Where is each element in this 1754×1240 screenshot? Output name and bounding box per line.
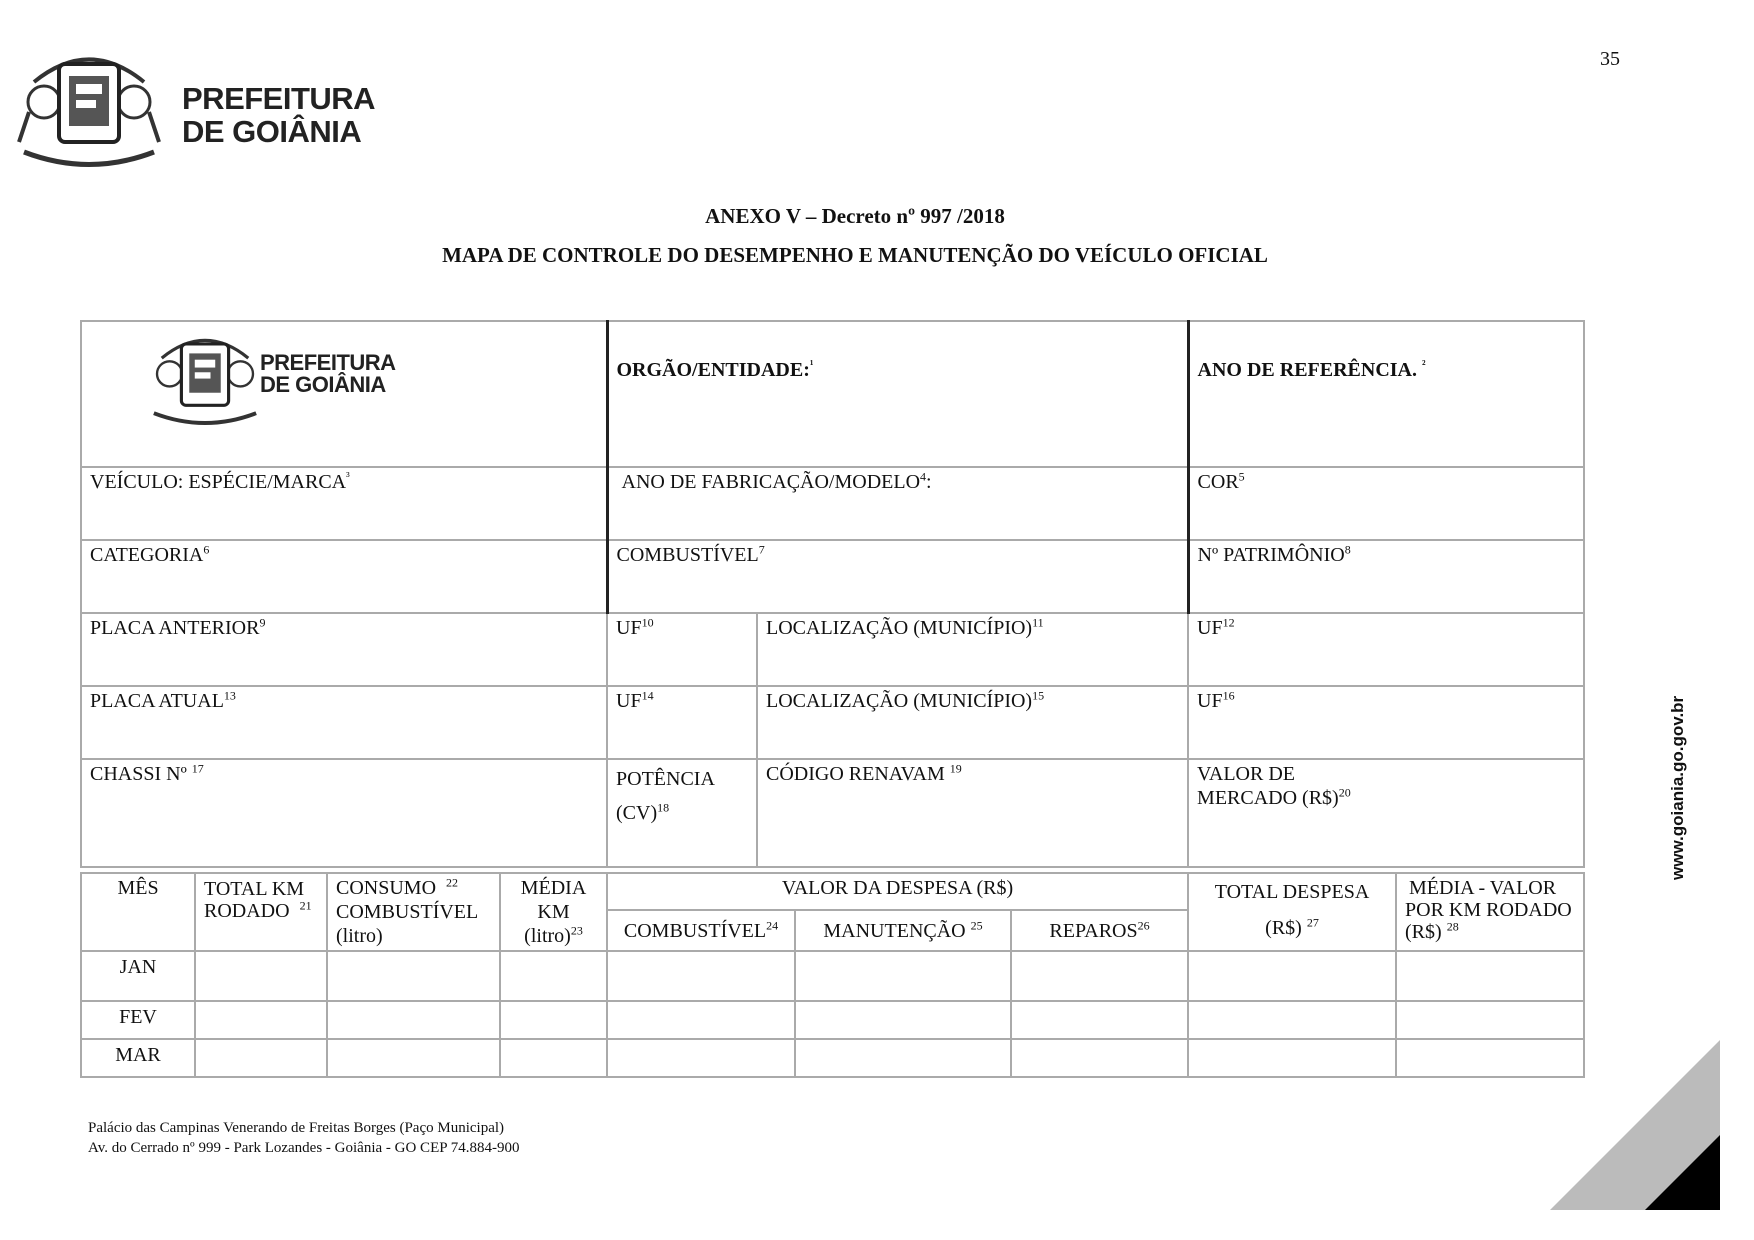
- table-cell[interactable]: [1396, 951, 1584, 1001]
- categoria-cell[interactable]: [81, 540, 607, 613]
- total-despesa-ref: 27: [1306, 915, 1319, 930]
- table-cell[interactable]: [500, 951, 607, 1001]
- table-cell[interactable]: [1011, 951, 1188, 1001]
- media-km-line1: MÉDIA: [520, 877, 587, 899]
- despesa-manutencao-ref: 25: [970, 918, 983, 933]
- uf-atual-cell[interactable]: [607, 686, 757, 759]
- potencia-cell[interactable]: [607, 759, 757, 867]
- document-title: ANEXO V – Decreto nº 997 /2018: [705, 204, 1005, 228]
- cor-label: COR: [1197, 471, 1239, 493]
- renavam-ref: 19: [949, 761, 962, 776]
- localizacao-anterior-cell[interactable]: [757, 613, 1188, 686]
- veiculo-ref: ³: [346, 469, 350, 484]
- table-cell[interactable]: [327, 1039, 500, 1077]
- footer-line1: Palácio das Campinas Venerando de Freitas Borges (Paço Municipal): [88, 1120, 505, 1136]
- patrimonio-label: Nº PATRIMÔNIO: [1197, 544, 1345, 566]
- cor-ref: 5: [1238, 469, 1245, 484]
- despesa-combustivel-header: [607, 910, 795, 951]
- uf-localizacao-anterior-label: UF: [1197, 617, 1223, 639]
- table-cell[interactable]: [500, 1039, 607, 1077]
- table-cell[interactable]: [195, 1001, 327, 1039]
- month-label: MAR: [81, 1039, 195, 1077]
- potencia-line2: (CV): [616, 802, 658, 824]
- categoria-ref: 6: [203, 542, 210, 557]
- cor-cell[interactable]: [1188, 467, 1584, 540]
- document-subtitle: MAPA DE CONTROLE DO DESEMPENHO E MANUTENÇÃO DO VEÍCULO OFICIAL: [442, 243, 1268, 267]
- table-cell[interactable]: [795, 951, 1011, 1001]
- valor-despesa-header: VALOR DA DESPESA (R$): [607, 873, 1188, 910]
- table-row: [81, 1039, 1584, 1077]
- valor-mercado-line2: MERCADO (R$): [1197, 787, 1339, 809]
- table-cell[interactable]: [1396, 1001, 1584, 1039]
- vehicle-control-form: [80, 320, 1585, 868]
- header-logo: [14, 42, 164, 175]
- table-cell[interactable]: [607, 951, 795, 1001]
- form-brand-line2: DE GOIÂNIA: [260, 372, 386, 397]
- table-row: [81, 951, 1584, 1001]
- uf-anterior-cell[interactable]: [607, 613, 757, 686]
- consumo-ref: 22: [446, 875, 459, 890]
- media-valor-line3: (R$): [1405, 921, 1442, 943]
- media-valor-line2: POR KM RODADO: [1405, 899, 1572, 921]
- localizacao-atual-ref: 15: [1032, 688, 1045, 703]
- table-cell[interactable]: [795, 1039, 1011, 1077]
- patrimonio-ref: 8: [1344, 542, 1351, 557]
- brand-line1: PREFEITURA: [182, 81, 376, 116]
- table-cell[interactable]: [327, 951, 500, 1001]
- combustivel-label: COMBUSTÍVEL: [616, 544, 759, 566]
- form-logo-cell: [81, 321, 607, 467]
- localizacao-anterior-label: LOCALIZAÇÃO (MUNICÍPIO): [766, 617, 1033, 639]
- despesa-manutencao-label: MANUTENÇÃO: [823, 919, 966, 942]
- patrimonio-cell[interactable]: [1188, 540, 1584, 613]
- despesa-reparos-header: [1011, 910, 1188, 951]
- ano-fabricacao-suffix: :: [926, 471, 932, 493]
- localizacao-anterior-ref: 11: [1032, 615, 1044, 630]
- month-label: FEV: [81, 1001, 195, 1039]
- footer-address: [88, 1118, 520, 1158]
- despesa-combustivel-label: COMBUSTÍVEL: [623, 919, 767, 942]
- form-brand-line1: PREFEITURA: [260, 350, 396, 375]
- placa-anterior-ref: 9: [259, 615, 266, 630]
- ano-fabricacao-cell[interactable]: [607, 467, 1188, 540]
- page-number: 35: [1600, 48, 1620, 70]
- despesa-reparos-label: REPAROS: [1049, 919, 1138, 942]
- uf-localizacao-anterior-ref: 12: [1222, 615, 1235, 630]
- mes-header: MÊS: [81, 873, 195, 951]
- media-valor-line1: MÉDIA - VALOR: [1409, 877, 1557, 899]
- table-row: [81, 1001, 1584, 1039]
- table-cell[interactable]: [195, 1039, 327, 1077]
- valor-mercado-ref: 20: [1338, 785, 1351, 800]
- despesa-reparos-ref: 26: [1137, 918, 1150, 933]
- month-label: JAN: [81, 951, 195, 1001]
- orgao-ref: ¹: [809, 357, 814, 372]
- categoria-label: CATEGORIA: [90, 544, 204, 566]
- table-cell[interactable]: [500, 1001, 607, 1039]
- ano-referencia-label: ANO DE REFERÊNCIA.: [1197, 359, 1417, 381]
- uf-localizacao-atual-cell[interactable]: [1188, 686, 1584, 759]
- table-cell[interactable]: [1011, 1039, 1188, 1077]
- uf-anterior-label: UF: [616, 617, 642, 639]
- combustivel-cell[interactable]: [607, 540, 1188, 613]
- veiculo-label: VEÍCULO: ESPÉCIE/MARCA: [90, 471, 347, 493]
- table-cell[interactable]: [1188, 1039, 1396, 1077]
- placa-atual-label: PLACA ATUAL: [90, 690, 224, 712]
- total-km-line1: TOTAL KM: [204, 878, 305, 900]
- ano-fabricacao-label: ANO DE FABRICAÇÃO/MODELO: [621, 471, 921, 493]
- media-valor-header: [1396, 873, 1584, 951]
- total-despesa-line2: (R$): [1265, 917, 1302, 939]
- table-cell[interactable]: [1188, 951, 1396, 1001]
- footer-line2: Av. do Cerrado nº 999 - Park Lozandes - Goiânia - GO CEP 74.884-900: [88, 1140, 520, 1156]
- uf-atual-label: UF: [616, 690, 642, 712]
- despesa-manutencao-header: [795, 910, 1011, 951]
- ano-referencia-ref: ²: [1422, 357, 1426, 372]
- table-cell[interactable]: [1011, 1001, 1188, 1039]
- renavam-cell[interactable]: [757, 759, 1188, 867]
- valor-mercado-cell[interactable]: [1188, 759, 1584, 867]
- consumo-line1: CONSUMO: [336, 877, 437, 899]
- chassi-label: CHASSI Nº: [90, 763, 187, 785]
- orgao-cell[interactable]: [607, 321, 1188, 467]
- uf-localizacao-atual-ref: 16: [1222, 688, 1235, 703]
- consumo-header: [327, 873, 500, 951]
- total-km-ref: 21: [299, 898, 312, 913]
- form-brand-name: [260, 352, 396, 396]
- uf-anterior-ref: 10: [641, 615, 654, 630]
- potencia-line1: POTÊNCIA: [616, 768, 715, 790]
- table-cell[interactable]: [195, 951, 327, 1001]
- coat-of-arms-icon: [146, 326, 264, 428]
- media-km-header: [500, 873, 607, 951]
- consumo-line3: (litro): [336, 925, 383, 947]
- uf-atual-ref: 14: [641, 688, 654, 703]
- total-despesa-line1: TOTAL DESPESA: [1214, 881, 1370, 903]
- media-valor-ref: 28: [1446, 919, 1459, 934]
- orgao-label: ORGÃO/ENTIDADE:: [616, 359, 810, 381]
- localizacao-atual-label: LOCALIZAÇÃO (MUNICÍPIO): [766, 690, 1033, 712]
- table-cell[interactable]: [327, 1001, 500, 1039]
- media-km-line2: KM: [537, 901, 570, 923]
- veiculo-cell[interactable]: [81, 467, 607, 540]
- brand-name: [182, 83, 375, 147]
- ano-fabricacao-ref: 4: [920, 469, 927, 484]
- total-km-header: [195, 873, 327, 951]
- expense-table: [80, 872, 1585, 1078]
- table-cell[interactable]: [607, 1001, 795, 1039]
- coat-of-arms-icon: [14, 42, 164, 170]
- table-cell[interactable]: [607, 1039, 795, 1077]
- despesa-combustivel-ref: 24: [766, 918, 779, 933]
- corner-triangle-icon: [1550, 1040, 1720, 1210]
- total-km-line2: RODADO: [204, 900, 290, 922]
- renavam-label: CÓDIGO RENAVAM: [766, 763, 945, 785]
- website-link[interactable]: www.goiania.go.gov.br: [1668, 695, 1687, 880]
- brand-line2: DE GOIÂNIA: [182, 114, 362, 149]
- chassi-cell[interactable]: [81, 759, 607, 867]
- media-km-line3: (litro): [524, 925, 571, 947]
- table-cell[interactable]: [795, 1001, 1011, 1039]
- placa-atual-cell[interactable]: [81, 686, 607, 759]
- table-cell[interactable]: [1188, 1001, 1396, 1039]
- placa-atual-ref: 13: [223, 688, 236, 703]
- placa-anterior-cell[interactable]: [81, 613, 607, 686]
- consumo-line2: COMBUSTÍVEL: [336, 901, 479, 923]
- uf-localizacao-atual-label: UF: [1197, 690, 1223, 712]
- potencia-ref: 18: [657, 800, 670, 815]
- chassi-ref: 17: [191, 761, 204, 776]
- valor-mercado-line1: VALOR DE: [1197, 763, 1295, 785]
- uf-localizacao-anterior-cell[interactable]: [1188, 613, 1584, 686]
- total-despesa-header: [1188, 873, 1396, 951]
- localizacao-atual-cell[interactable]: [757, 686, 1188, 759]
- placa-anterior-label: PLACA ANTERIOR: [90, 617, 260, 639]
- combustivel-ref: 7: [758, 542, 765, 557]
- ano-referencia-cell[interactable]: [1188, 321, 1584, 467]
- media-km-ref: 23: [570, 923, 583, 938]
